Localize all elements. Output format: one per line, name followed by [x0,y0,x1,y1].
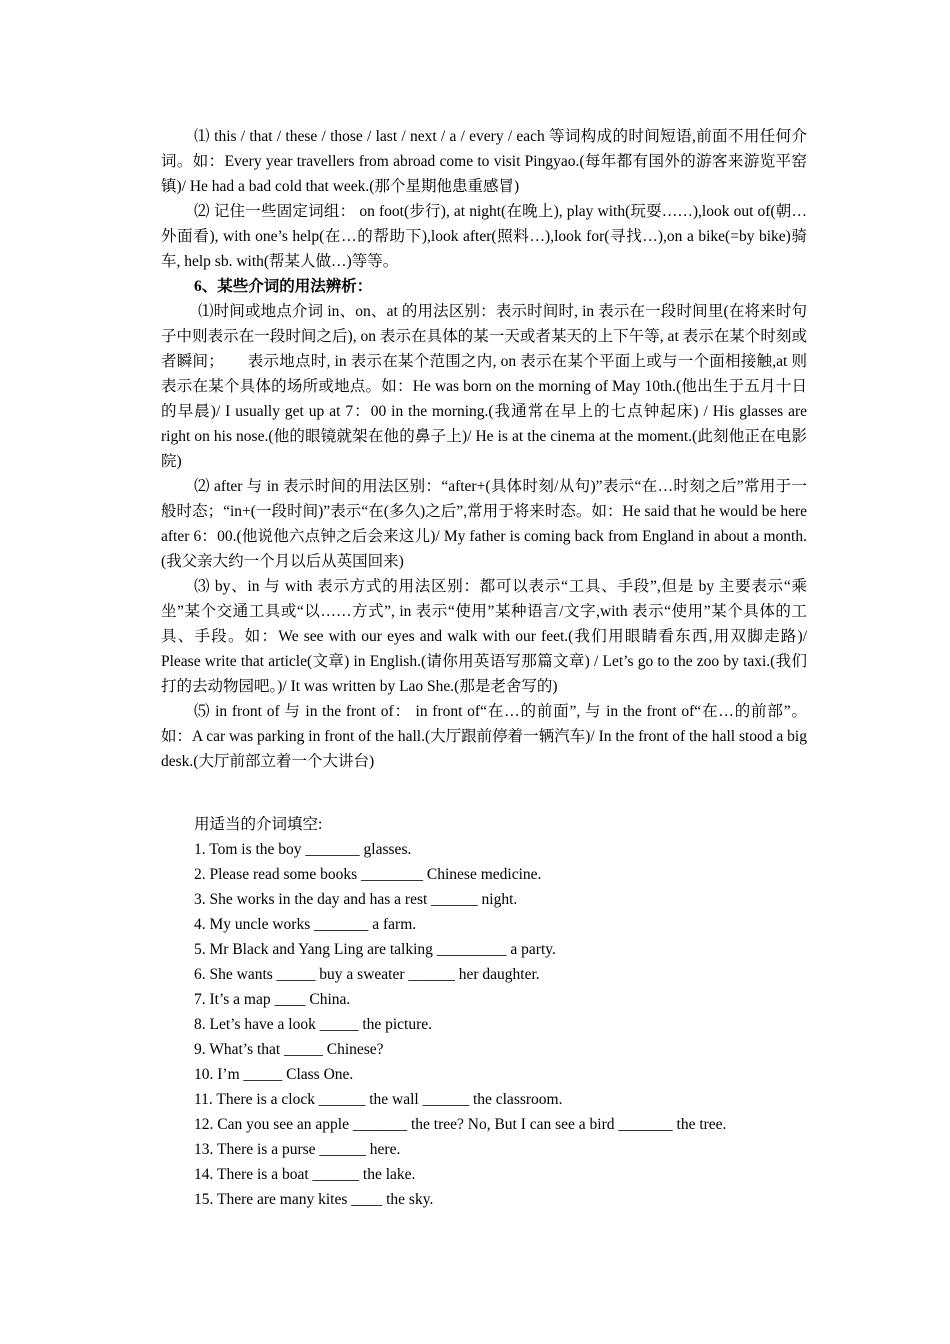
exercise-question: 9. What’s that _____ Chinese? [194,1041,384,1058]
document-page [161,124,807,1212]
exercise-question: 14. There is a boat ______ the lake. [194,1166,416,1183]
exercise-question: 1. Tom is the boy _______ glasses. [194,841,412,858]
exercise-question: 4. My uncle works _______ a farm. [194,916,417,933]
exercise-question: 5. Mr Black and Yang Ling are talking _________ a party. [194,941,556,958]
paragraph-in-on-at: ⑴时间或地点介词 in、on、at 的用法区别：表示时间时, in 表示在一段时间里(在将来时句子中则表示在一段时间之后), on 表示在具体的某一天或者某天的上下午等, at 表示在某个时刻或者瞬间； 表示地点时, in 表示在某个范围之内, on 表示在某个平面上或与一个面相接触,at 则表示在某个具体的场所或地点。如：He was born on the morning of May 10th.(他出生于五月十日的早晨)/ I usually get up at 7：00 in the morning.(我通常在早上的七点钟起床) / His glasses are right on his nose.(他的眼镜就架在他的鼻子上)/ He is at the cinema at the moment.(此刻他正在电影院) [161,303,807,470]
exercise-question: 6. She wants _____ buy a sweater ______ her daughter. [194,966,540,983]
exercise-question: 7. It’s a map ____ China. [194,991,351,1008]
paragraph-by-in-with: ⑶ by、in 与 with 表示方式的用法区别：都可以表示“工具、手段”,但是 by 主要表示“乘坐”某个交通工具或“以……方式”, in 表示“使用”某种语言/文字,with 表示“使用”某个具体的工具、手段。如：We see with our eyes and walk with our feet.(我们用眼睛看东西,用双脚走路)/ Please write that article(文章) in English.(请你用英语写那篇文章) / Let’s go to the zoo by taxi.(我们打的去动物园吧。)/ It was written by Lao She.(那是老舍写的) [161,578,807,695]
exercise-section [161,812,807,1212]
exercise-title: 用适当的介词填空: [194,816,323,833]
paragraph-time-phrases: ⑴ this / that / these / those / last / next / a / every / each 等词构成的时间短语,前面不用任何介词。如：Every year travellers from abroad come to visit Pingyao.(每年都有国外的游客来游览平窑镇)/ He had a bad cold that week.(那个星期他患重感冒) [161,128,807,195]
paragraph-fixed-phrases: ⑵ 记住一些固定词组： on foot(步行), at night(在晚上), play with(玩耍……),look out of(朝…外面看), with one’s help(在…的帮助下),look after(照料…),look for(寻找…),on a bike(=by bike)骑车, help sb. with(帮某人做…)等等。 [161,203,807,270]
exercise-question: 15. There are many kites ____ the sky. [194,1191,434,1208]
exercise-question: 11. There is a clock ______ the wall ______ the classroom. [194,1091,563,1108]
exercise-question: 13. There is a purse ______ here. [194,1141,401,1158]
exercise-question: 12. Can you see an apple _______ the tree? No, But I can see a bird _______ the tree. [194,1116,727,1133]
paragraph-in-front-of: ⑸ in front of 与 in the front of： in front of“在…的前面”, 与 in the front of“在…的前部”。如：A car was parking in front of the hall.(大厅跟前停着一辆汽车)/ In the front of the hall stood a big desk.(大厅前部立着一个大讲台) [161,703,807,770]
exercise-question: 3. She works in the day and has a rest ______ night. [194,891,518,908]
exercise-question: 10. I’m _____ Class One. [194,1066,354,1083]
exercise-question: 8. Let’s have a look _____ the picture. [194,1016,433,1033]
section-heading-6: 6、某些介词的用法辨析： [194,278,373,295]
paragraph-after-in: ⑵ after 与 in 表示时间的用法区别：“after+(具体时刻/从句)”表示“在…时刻之后”常用于一般时态；“in+(一段时间)”表示“在(多久)之后”,常用于将来时态。如：He said that he would be here after 6：00.(他说他六点钟之后会来这儿)/ My father is coming back from England in about a month.(我父亲大约一个月以后从英国回来) [161,478,807,570]
exercise-question: 2. Please read some books ________ Chinese medicine. [194,866,542,883]
